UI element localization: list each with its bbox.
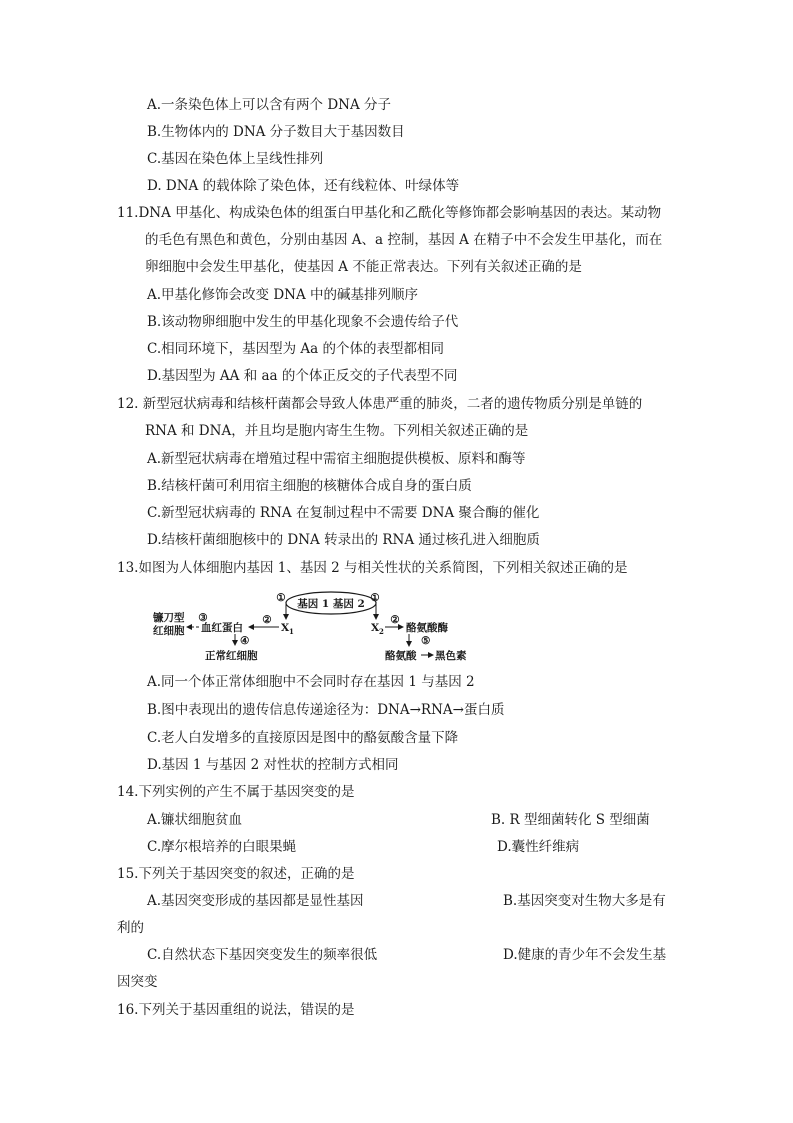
melanin-label: 黑色素 <box>435 650 467 662</box>
q12-option-c: C.新型冠状病毒的 RNA 在复制过程中不需要 DNA 聚合酶的催化 <box>147 505 540 521</box>
q11-stem-line-3: 卵细胞中会发生甲基化，使基因 A 不能正常表达。下列有关叙述正确的是 <box>145 259 582 275</box>
q12-stem-line-2: RNA 和 DNA，并且均是胞内寄生生物。下列相关叙述正确的是 <box>145 423 529 439</box>
q14-stem: 14.下列实例的产生不属于基因突变的是 <box>117 784 355 800</box>
q14-option-c: C.摩尔根培养的白眼果蝇 <box>147 839 297 855</box>
q13-option-a: A.同一个体正常体细胞中不会同时存在基因 1 与基因 2 <box>147 674 475 690</box>
genes-label: 基因 1 基因 2 <box>297 598 365 610</box>
q15-option-d: D.健康的青少年不会发生基 <box>503 947 667 963</box>
gene-trait-diagram <box>145 589 485 663</box>
step-3: ③ <box>198 612 208 624</box>
q11-option-c: C.相同环境下，基因型为 Aa 的个体的表型都相同 <box>147 341 445 357</box>
sickle-label-1: 镰刀型 <box>153 612 185 624</box>
q11-option-b: B.该动物卵细胞中发生的甲基化现象不会遗传给子代 <box>147 314 459 330</box>
step-5: ⑤ <box>421 635 431 647</box>
q15-option-b-cont: 利的 <box>117 920 144 936</box>
q13-option-c: C.老人白发增多的直接原因是图中的酪氨酸含量下降 <box>147 730 459 746</box>
q15-option-a: A.基因突变形成的基因都是显性基因 <box>147 893 364 909</box>
x2-label: X <box>371 622 380 634</box>
q14-option-d: D.囊性纤维病 <box>497 839 580 855</box>
step-2-right: ② <box>390 614 400 626</box>
sickle-label-2: 红细胞 <box>153 625 185 637</box>
q15-stem: 15.下列关于基因突变的叙述，正确的是 <box>117 866 355 882</box>
q12-option-b: B.结核杆菌可利用宿主细胞的核糖体合成自身的蛋白质 <box>147 478 472 494</box>
q10-option-a: A.一条染色体上可以含有两个 DNA 分子 <box>147 97 392 113</box>
x1-label: X <box>281 622 290 634</box>
tyrosine-label: 酪氨酸 <box>385 650 417 662</box>
q13-option-d: D.基因 1 与基因 2 对性状的控制方式相同 <box>147 757 399 773</box>
q14-option-b: B. R 型细菌转化 S 型细菌 <box>491 812 650 828</box>
step-1-right: ① <box>370 592 380 604</box>
hemoglobin-label: 血红蛋白 <box>201 622 243 634</box>
q13-option-b: B.图中表现出的遗传信息传递途径为：DNA→RNA→蛋白质 <box>147 702 505 718</box>
q11-option-d: D.基因型为 AA 和 aa 的个体正反交的子代表型不同 <box>147 368 458 384</box>
q15-option-c: C.自然状态下基因突变发生的频率很低 <box>147 947 378 963</box>
x1-subscript: 1 <box>289 627 294 636</box>
q15-option-d-cont: 因突变 <box>117 974 158 990</box>
normal-rbc-label: 正常红细胞 <box>205 650 258 662</box>
q16-stem: 16.下列关于基因重组的说法，错误的是 <box>117 1002 355 1018</box>
q15-option-b: B.基因突变对生物大多是有 <box>503 893 666 909</box>
q10-option-b: B.生物体内的 DNA 分子数目大于基因数目 <box>147 124 405 140</box>
q12-option-d: D.结核杆菌细胞核中的 DNA 转录出的 RNA 通过核孔进入细胞质 <box>147 532 540 548</box>
step-4: ④ <box>240 635 250 647</box>
q10-option-c: C.基因在染色体上呈线性排列 <box>147 151 324 167</box>
q11-stem-line-2: 的毛色有黑色和黄色，分别由基因 A、a 控制，基因 A 在精子中不会发生甲基化，而在 <box>145 232 663 248</box>
q13-stem: 13.如图为人体细胞内基因 1、基因 2 与相关性状的关系简图，下列相关叙述正确的是 <box>117 560 628 576</box>
q12-stem-line-1: 12. 新型冠状病毒和结核杆菌都会导致人体患严重的肺炎，二者的遗传物质分别是单链的 <box>117 396 643 412</box>
step-1-left: ① <box>276 592 286 604</box>
q14-option-a: A.镰状细胞贫血 <box>147 812 243 828</box>
tyrosinase-label: 酪氨酸酶 <box>406 622 448 634</box>
q11-stem-line-1: 11.DNA 甲基化、构成染色体的组蛋白甲基化和乙酰化等修饰都会影响基因的表达。某动物 <box>117 205 662 221</box>
q11-option-a: A.甲基化修饰会改变 DNA 中的碱基排列顺序 <box>147 287 419 303</box>
q12-option-a: A.新型冠状病毒在增殖过程中需宿主细胞提供模板、原料和酶等 <box>147 451 526 467</box>
x2-subscript: 2 <box>379 627 384 636</box>
q10-option-d: D. DNA 的载体除了染色体，还有线粒体、叶绿体等 <box>147 178 460 194</box>
step-2-left: ② <box>262 614 272 626</box>
